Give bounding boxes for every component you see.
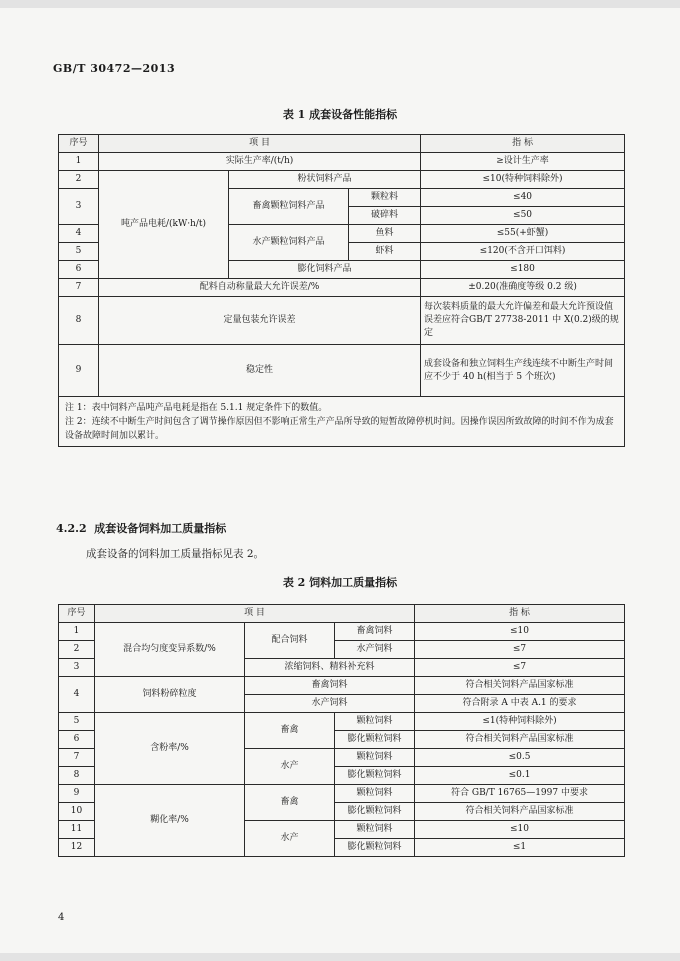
row-group: 含粉率/% — [95, 713, 245, 785]
body-paragraph: 成套设备的饲料加工质量指标见表 2。 — [86, 548, 265, 560]
row-item: 水产饲料 — [245, 695, 415, 713]
top-border — [0, 0, 680, 8]
row-item: 颗粒饲料 — [335, 821, 415, 839]
row-no: 6 — [59, 261, 99, 279]
page-number: 4 — [58, 912, 65, 923]
header-value: 指 标 — [415, 605, 625, 623]
row-subgroup: 配合饲料 — [245, 623, 335, 659]
table-row — [59, 345, 625, 397]
row-no: 7 — [59, 279, 99, 297]
row-no: 1 — [59, 623, 95, 641]
row-subgroup: 畜禽颗粒饲料产品 — [229, 189, 349, 225]
row-item: 畜禽饲料 — [335, 623, 415, 641]
table-header-row — [59, 135, 625, 153]
row-value: ≤0.5 — [415, 749, 625, 767]
header-item: 项 目 — [95, 605, 415, 623]
bottom-border — [0, 953, 680, 961]
table-notes-row — [59, 397, 625, 447]
row-value: ±0.20(准确度等级 0.2 级) — [421, 279, 625, 297]
section-heading — [56, 520, 226, 536]
table-row — [59, 171, 625, 189]
row-item: 颗粒饲料 — [335, 785, 415, 803]
note-2: 注 2：连续不中断生产时间包含了调节操作原因但不影响正常生产产品所导致的短暂故障停机时间。因操作误因所致故障的时间不作为成套设备故障时间加以累计。 — [65, 416, 614, 441]
row-no: 9 — [59, 345, 99, 397]
performance-table — [58, 134, 625, 447]
row-item: 配料自动称量最大允许误差/% — [99, 279, 421, 297]
row-no: 7 — [59, 749, 95, 767]
row-value: ≤7 — [415, 659, 625, 677]
row-subgroup: 畜禽 — [245, 785, 335, 821]
energy-group-label: 吨产品电耗/(kW·h/t) — [99, 171, 229, 279]
row-value: ≤7 — [415, 641, 625, 659]
row-value: ≤1 — [415, 839, 625, 857]
section-title: 成套设备饲料加工质量指标 — [94, 522, 227, 535]
row-value: 符合附录 A 中表 A.1 的要求 — [415, 695, 625, 713]
row-no: 1 — [59, 153, 99, 171]
row-subgroup: 水产颗粒饲料产品 — [229, 225, 349, 261]
row-no: 11 — [59, 821, 95, 839]
table-row — [59, 279, 625, 297]
row-no: 2 — [59, 171, 99, 189]
row-value: 符合相关饲料产品国家标准 — [415, 731, 625, 749]
table-row — [59, 785, 625, 803]
table2-caption: 表 2 饲料加工质量指标 — [282, 576, 398, 589]
row-item: 虾料 — [349, 243, 421, 261]
table-row — [59, 623, 625, 641]
row-item: 粉状饲料产品 — [229, 171, 421, 189]
table-row — [59, 153, 625, 171]
row-item: 膨化颗粒饲料 — [335, 767, 415, 785]
note-1: 注 1：表中饲料产品吨产品电耗是指在 5.1.1 规定条件下的数值。 — [65, 402, 328, 413]
row-value: 符合相关饲料产品国家标准 — [415, 677, 625, 695]
row-no: 12 — [59, 839, 95, 857]
row-no: 3 — [59, 659, 95, 677]
row-no: 5 — [59, 243, 99, 261]
row-value: ≤120(不含开口饵料) — [421, 243, 625, 261]
row-no: 10 — [59, 803, 95, 821]
row-subgroup: 畜禽 — [245, 713, 335, 749]
row-item: 水产饲料 — [335, 641, 415, 659]
row-value: 符合 GB/T 16765—1997 中要求 — [415, 785, 625, 803]
row-no: 6 — [59, 731, 95, 749]
header-no: 序号 — [59, 135, 99, 153]
standard-code: GB/T 30472—2013 — [53, 62, 176, 75]
row-item: 颗粒料 — [349, 189, 421, 207]
row-value: ≤10 — [415, 623, 625, 641]
row-value: 符合相关饲料产品国家标准 — [415, 803, 625, 821]
row-group: 糊化率/% — [95, 785, 245, 857]
row-group: 混合均匀度变异系数/% — [95, 623, 245, 677]
row-item: 膨化颗粒饲料 — [335, 839, 415, 857]
row-item: 颗粒饲料 — [335, 713, 415, 731]
row-subgroup: 水产 — [245, 821, 335, 857]
row-no: 4 — [59, 225, 99, 243]
row-value: ≤50 — [421, 207, 625, 225]
row-value: ≤0.1 — [415, 767, 625, 785]
header-item: 项 目 — [99, 135, 421, 153]
row-value: ≤10(特种饲料除外) — [421, 171, 625, 189]
row-item: 实际生产率/(t/h) — [99, 153, 421, 171]
row-no: 2 — [59, 641, 95, 659]
row-no: 5 — [59, 713, 95, 731]
row-item: 颗粒饲料 — [335, 749, 415, 767]
table-row — [59, 677, 625, 695]
row-item: 浓缩饲料、精料补充料 — [245, 659, 415, 677]
row-item: 稳定性 — [99, 345, 421, 397]
row-item: 畜禽饲料 — [245, 677, 415, 695]
row-no: 8 — [59, 767, 95, 785]
row-value: ≤55(+虾蟹) — [421, 225, 625, 243]
table-notes — [59, 397, 625, 447]
row-value: 每次装料质量的最大允许偏差和最大允许预设值误差应符合GB/T 27738-2011 中 X(0.2)级的规定 — [421, 297, 625, 345]
row-value: ≤40 — [421, 189, 625, 207]
row-value: ≤180 — [421, 261, 625, 279]
row-item: 膨化饲料产品 — [229, 261, 421, 279]
row-value: ≥设计生产率 — [421, 153, 625, 171]
quality-table — [58, 604, 625, 857]
section-number: 4.2.2 — [56, 522, 87, 535]
row-item: 膨化颗粒饲料 — [335, 731, 415, 749]
row-no: 3 — [59, 189, 99, 225]
row-subgroup: 水产 — [245, 749, 335, 785]
row-no: 9 — [59, 785, 95, 803]
row-item: 鱼料 — [349, 225, 421, 243]
row-item: 破碎料 — [349, 207, 421, 225]
row-item: 膨化颗粒饲料 — [335, 803, 415, 821]
row-value: 成套设备和独立饲料生产线连续不中断生产时间应不少于 40 h(相当于 5 个班次) — [421, 345, 625, 397]
table1-caption: 表 1 成套设备性能指标 — [282, 108, 398, 121]
header-no: 序号 — [59, 605, 95, 623]
header-value: 指 标 — [421, 135, 625, 153]
row-value: ≤1(特种饲料除外) — [415, 713, 625, 731]
row-no: 8 — [59, 297, 99, 345]
table-row — [59, 297, 625, 345]
table-row — [59, 713, 625, 731]
row-item: 定量包装允许误差 — [99, 297, 421, 345]
row-group: 饲料粉碎粒度 — [95, 677, 245, 713]
table-header-row — [59, 605, 625, 623]
row-no: 4 — [59, 677, 95, 713]
row-value: ≤10 — [415, 821, 625, 839]
